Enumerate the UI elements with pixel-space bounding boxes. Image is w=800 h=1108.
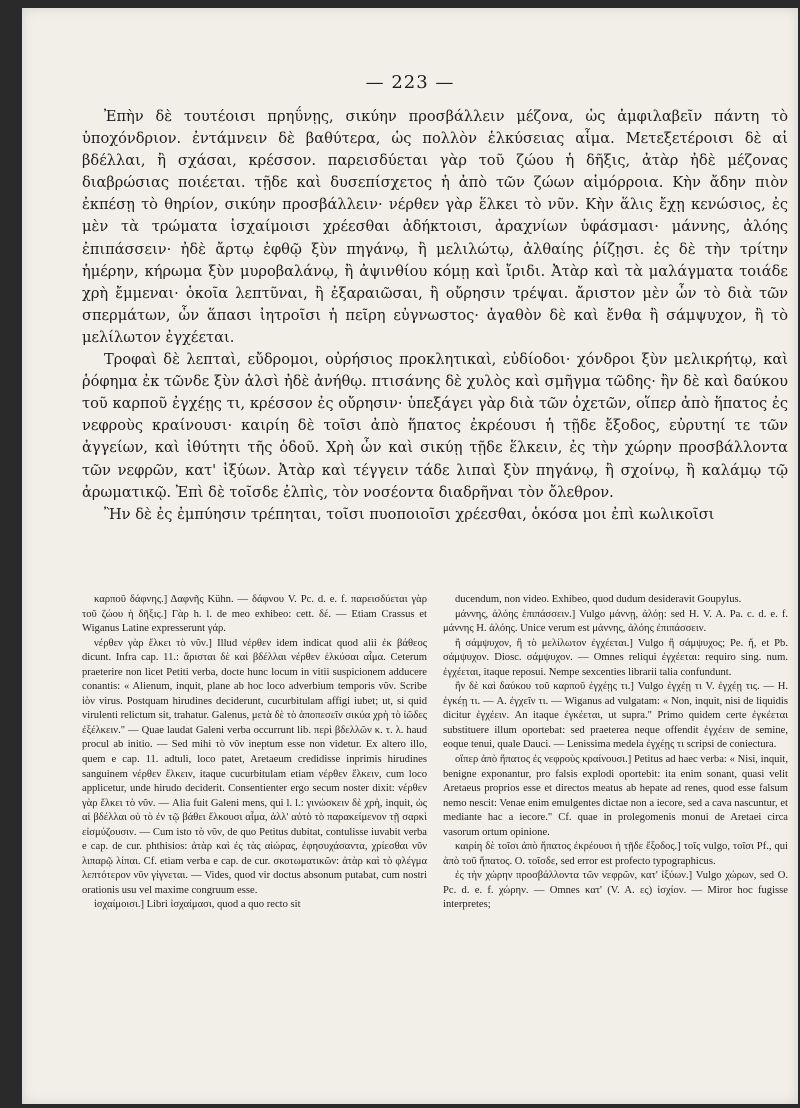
book-page xyxy=(22,8,798,1104)
footnote: ἢ σάμψυχον, ἢ τὸ μελίλωτον ἐγχέεται.] Vulgo ἢ σάμψυχος; Pe. ἤ, et Pb. σάμψυχον. Diosc. σάμψυχον. — Omnes reliqui ἐγχέεται: requiro sing. num. ἐγχέεται, itaque reposui. Nempe sexcenties librarii talia confundunt. xyxy=(443,637,788,678)
footnote: ἰσχαίμοισι.] Libri ἰσχαίμασι, quod a quo recto sit xyxy=(94,899,301,911)
footnote: νέρθεν γὰρ ἕλκει τὸ νῦν.] Illud νέρθεν idem indicat quod alii ἐκ βάθεος dicunt. Infra cap. 11.: ἄρισται δὲ καὶ βδέλλαι νέρθεν ἑλκύσαι αἷμα. Ceterum praeterire non licet Petiti verba, docte hunc locum in vitii suspicionem adducere conantis: « Alienum, inquit, plane ab hoc loco adverbium temporis νῦν. Scribe ἰὸν virus. Postquam hirudines deciderunt, cucurbitulam affigi iubet; ut, si quid virulenti relictum sit, trahatur. Galenus, μετὰ δὲ τὸ ἀποπεσεῖν σικύα χρὴ τὸ ἰῶδες ἐξέλκειν." — Quae laudat Galeni verba occurrunt lib. περὶ βδελλῶν κ. τ. λ. haud procul ab initio. — Sed mihi τὸ νῦν ineptum esse non videtur. Ex altero illo, quem e cap. 11. adtuli, loco patet, Aretaeum credidisse inprimis hirudines sanguinem νέρθεν ἕλκειν, itaque cucurbitulam etiam νέρθεν ἕλκειν, cum loco applicetur, unde hirudo deciderit. Consentienter ergo secum noster dixit: νέρθεν γὰρ ἕλκει τὸ νῦν. — Alia fuit Galeni mens, qui l. l.: γινώσκειν δὲ χρὴ, inquit, ὡς αἱ βδέλλαι οὐ τὸ ἐν τῷ βάθει ἕλκουσι αἷμα, ἀλλ' αὐτὸ τὸ παρακείμενον τῇ σαρκὶ εἰσμύζουσιν. — Cum isto τὸ νῦν, de quo Petitus dubitat, contulisse iuvabit verba e cap. de cur. phthisios: ἀτὰρ καὶ ἐς τὰς αἰώρας, ἐφησυχάσαντα, χρίεσθαι νῦν λιπαρῷ λίπαι. Cf. etiam verba e cap. de cur. σκοτωματικῶν: ἀτὰρ καὶ τὸ φλέγμα λεπτότερον νῦν γίγνεται. — Vides, quod vir doctus absonum putabat, cum nostri orationis usu vel maxime congruum esse. xyxy=(82,637,427,896)
footnote: καιρίη δὲ τοῖσι ἀπὸ ἥπατος ἐκρέουσι ἡ τῇδε ἔξοδος.] τοῖς vulgo, τοῖσι Pf., qui ἀπὸ τοῦ ἥπατος. O. τοῖσδε, sed error est profecto typographicus. xyxy=(443,841,788,867)
footnote: οἵπερ ἀπὸ ἥπατος ἐς νεφροὺς κραίνουσι.] Petitus ad haec verba: « Nisi, inquit, benigne exponantur, pro falsis explodi oportebit: ita enim sonant, quasi velit Aretaeus proprios esse et directos meatus ab hepate ad renes, quod esse falsum nemo nescit: Venae enim emulgentes dictae non a iecore, sed a cava nascuntur, et mediante hac a iecore." Cf. quae in prolegomenis monui de Aretaei circa vasorum ortum opinione. xyxy=(443,754,788,838)
footnote: ἐς τὴν χώρην προσβάλλοντα τῶν νεφρῶν, κατ' ἰξύων.] Vulgo χώρων, sed O. Pc. d. e. f. χώρην. — Omnes κατ' (V. A. ες) ἰσχίον. — Miror hoc fugisse interpretes; xyxy=(443,870,788,911)
footnotes-right-column xyxy=(443,593,788,1098)
main-paragraph: Ἢν δὲ ἐς ἐμπύησιν τρέπηται, τοῖσι πυοποιοῖσι χρέεσθαι, ὁκόσα μοι ἐπὶ κωλικοῖσι xyxy=(104,505,715,523)
main-paragraph: Ἐπὴν δὲ τουτέοισι πρηΰνῃς, σικύην προσβάλλειν μέζονα, ὡς ἀμφιλαβεῖν πάντη τὸ ὑποχόνδριον. ἐντάμνειν δὲ βαθύτερα, ὡς πολλὸν ἑλκύσειας αἷμα. Μετεξετέροισι δὲ αἱ βδέλλαι, ἢ σχάσαι, κρέσσον. παρεισδύεται γὰρ τοῦ ζώου ἡ δῆξις, ἀτὰρ ἠδὲ μέζονας διαβρώσιας ποιέεται. τῇδε καὶ δυσεπίσχετος ἡ ἀπὸ τῶν ζώων αἱμόρροια. Κὴν ἄδην πιὸν ἐκπέσῃ τὸ θηρίον, σικύην προσβάλλειν· νέρθεν γὰρ ἕλκει τὸ νῦν. Κὴν ἅλις ἔχῃ κενώσιος, ἐς μὲν τὰ τρώματα ἰσχαίμοισι χρέεσθαι ἀδήκτοισι, ἀραχνίων ὑφάσμασι· μάννης, ἀλόης ἐπιπάσσειν· ἠδὲ ἄρτῳ ἐφθῷ ξὺν πηγάνῳ, ἢ μελιλώτῳ, ἀλθαίης ῥίζῃσι. ἐς δὲ τὴν τρίτην ἡμέρην, κήρωμα ξὺν μυροβαλάνῳ, ἢ ἀψινθίου κόμῃ καὶ ἴριδι. Ἀτὰρ καὶ τὰ μαλάγματα τοιάδε χρὴ ἔμμεναι· ὁκοῖα λεπτῦναι, ἢ ἐξαραιῶσαι, ἢ οὔρησιν τρέψαι. ἄριστον μὲν ὧν τὸ διὰ τῶν σπερμάτων, ὧν ἅπασι ἰητροῖσι ἡ πεῖρη εὐγνωστος· ἀγαθὸν δὲ καὶ ἔνθα ἢ σάμψυχον, ἢ τὸ μελίλωτον ἐγχέεται. xyxy=(82,108,788,346)
footnote: καρποῦ δάφνης.] Δαφνῆς Kühn. — δάφνου V. Pc. d. e. f. παρεισδύεται γὰρ τοῦ ζώου ἡ δῆξις.] Γὰρ h. l. de meo exhibeo: cett. δέ. — Etiam Crassus et Wiganus Latine expresserunt γάρ. xyxy=(82,594,427,635)
footnote: ἢν δὲ καὶ δαύκου τοῦ καρποῦ ἐγχέῃς τι.] Vulgo ἐγχέῃ τι V. ἐγχέῃ τις. — H. ἐγκέῃ τι. — A. ἐγχεῖν τι. — Wiganus ad vulgatam: « Non, inquit, nisi de liquidis dicitur ἐγχέειν. An itaque ἐγκέεται, ut supra." Primo quidem certe ἐγκέεται substituere illum oportebat: sed praeterea neque offendit ἐγχέειν de semine, eoque tenui, quale Dauci. — Lenissima medela ἐγχέῃς τι scripsi de coniectura. xyxy=(443,681,788,751)
page-number: — 223 — xyxy=(365,72,455,93)
main-text xyxy=(82,106,788,526)
main-paragraph: Τροφαὶ δὲ λεπταὶ, εὔδρομοι, οὐρήσιος προκλητικαὶ, εὐδίοδοι· χόνδροι ξὺν μελικρήτῳ, καὶ ῥόφημα ἐκ τῶνδε ξὺν ἁλσὶ ἠδὲ ἀνήθῳ. πτισάνης δὲ χυλὸς καὶ σμῆγμα τῶδης· ἢν δὲ καὶ δαύκου τοῦ καρποῦ ἐγχέῃς τι, κρέσσον ἐς οὔρησιν· ὑπεξάγει γὰρ διὰ τῶν ὀχετῶν, οἵπερ ἀπὸ ἥπατος ἐς νεφροὺς κραίνουσι· καιρίη δὲ τοῖσι ἀπὸ ἥπατος ἐκρέουσι ἡ τῇδε ἔξοδος, εὐρυτηί τε τῶν ἀγγείων, καὶ ἰθύτητι τῆς ὁδοῦ. Χρὴ ὧν καὶ σικύῃ τῇδε ἕλκειν, ἐς τὴν χώρην προσβάλλοντα τῶν νεφρῶν, κατ' ἰξύων. Ἀτὰρ καὶ τέγγειν τάδε λιπαὶ ξὺν πηγάνῳ, ἢ σχοίνῳ, ἢ καλάμῳ τῷ ἀρωματικῷ. Ἐπὶ δὲ τοῖσδε ἐλπὶς, τὸν νοσέοντα διαδρῆναι τὸν ὄλεθρον. xyxy=(82,351,788,501)
footnotes-left-column xyxy=(82,593,427,1098)
footnote: ducendum, non video. Exhibeo, quod dudum desideravit Goupylus. xyxy=(455,594,742,605)
footnote: μάννης, ἀλόης ἐπιπάσσειν.] Vulgo μάννῃ, ἀλόῃ: sed H. V. A. Pa. c. d. e. f. μάννης H. ἀλόης. Unice verum est μάννης, ἀλόης ἐπιπάσσειν. xyxy=(443,608,788,635)
footnotes xyxy=(82,593,788,1098)
